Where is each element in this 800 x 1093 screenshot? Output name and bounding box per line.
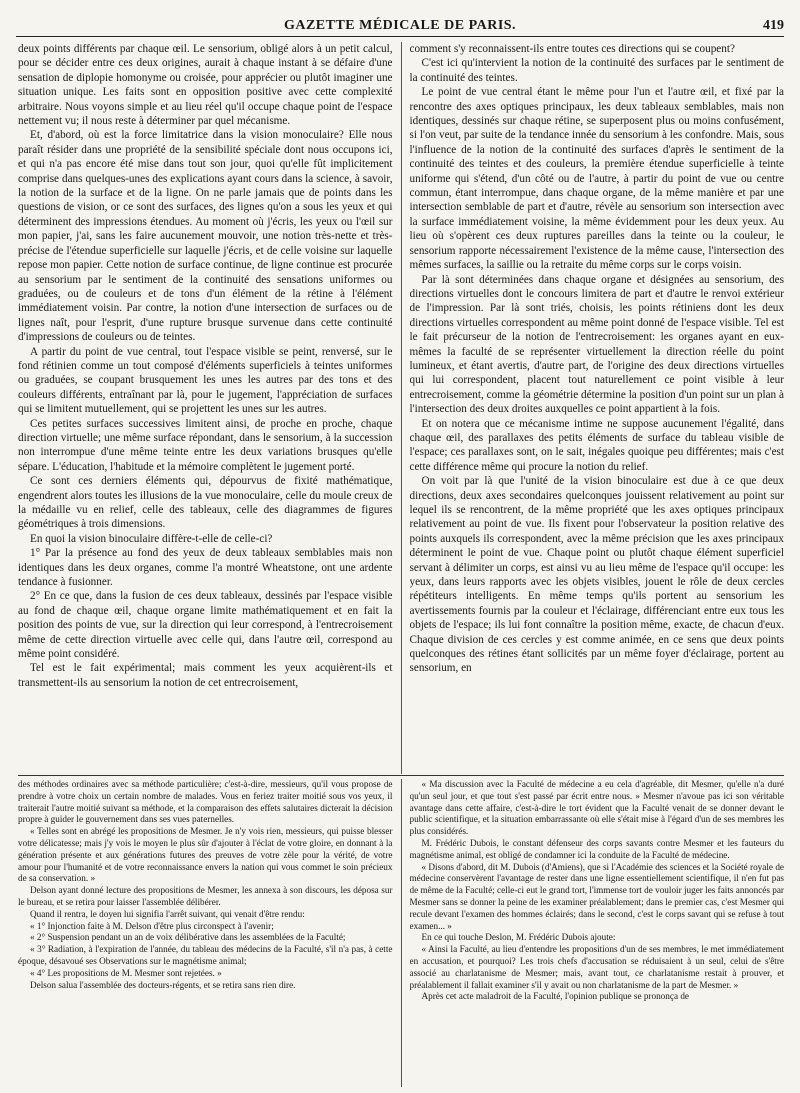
paragraph: « 2° Suspension pendant un an de voix délibérative dans les assemblées de la Faculté; <box>30 932 346 943</box>
feuilleton-rule <box>18 775 784 776</box>
paragraph: Le point de vue central étant le même pour l'un et l'autre œil, et fixé par la rencontre des axes optiques principaux, les deux tableaux semblables, mais non identiques, dessinés sur chaque rétine, se superposent plus ou moins confusément, si l'on veut, par suite de la tendance innée du sensorium à les confondre. Mais, sous l'influence de la notion de la continuité des surfaces d'après le sentiment de la continuité des teintes et des couleurs, la première étendue superficielle à teinte uniforme qui s'étend, d'un côté ou de l'autre, à partir du point de vue ou centre commun, étant interrompue, dans chaque organe, de la même manière et par une intersection semblable de part et d'autre, révèle au sensorium son intersection avec la surface immédiatement voisine, la même évidemment pour les deux yeux. Au lieu où s'opèrent ces deux ruptures pareilles dans la teinte ou la couleur, le sensorium rapporte nécessairement l'existence de la même cause, l'intersection des mêmes surfaces, la saillie ou la retraite du même corps sur le corps voisin. <box>409 86 784 272</box>
paragraph: En quoi la vision binoculaire diffère-t-elle de celle-ci? <box>30 532 273 545</box>
page-header <box>16 10 784 38</box>
paragraph: Par là sont déterminées dans chaque organe et désignées au sensorium, des directions virtuelles dont le concours limitera de part et d'autre le renvoi extérieur de l'impression. Par là sont triés, choisis, les points rétiniens dont les deux directions virtuelles correspondent au même point donné de l'espace visible. Tel est le fait précurseur de la notion de l'entrecroisement: les organes ayant en eux-mêmes la faculté de se représenter virtuellement la direction réelle du point lumineux, et étant avertis, d'autre part, de l'origine des deux directions virtuelles qui lui correspondent, placent tout naturellement ce point visible à leur entrecroisement, comme la géométrie détermine la position d'un point sur un plan à l'intersection des deux droites auxquelles ce point appartient à la fois. <box>409 273 784 416</box>
main-article-right-column <box>410 42 785 774</box>
feuilleton <box>18 779 784 1087</box>
paragraph: deux points différents par chaque œil. Le sensorium, obligé alors à un petit calcul, pour se décider entre ces deux origines, aurait à chaque instant à se défaire d'une sensation de diplopie homonyme ou croisée, pour apprécier ou plutôt imaginer une situation unique. Les faits sont en opposition positive avec cette complexité arbitraire. Nous voyons simple et au lieu réel qu'il occupe chaque point de l'espace nettement vu; il nous reste à déterminer par quel mécanisme. <box>18 43 393 128</box>
paragraph: Delson ayant donné lecture des propositions de Mesmer, les annexa à son discours, les déposa sur le bureau, et se retira pour laisser l'assemblée délibérer. <box>18 885 393 907</box>
paragraph: « 3° Radiation, à l'expiration de l'année, du tableau des médecins de la Faculté, s'il n'a pas, à cette époque, désavoué ses Observations sur le magnétisme animal; <box>18 944 393 966</box>
column-divider <box>401 42 402 774</box>
paragraph: des méthodes ordinaires avec sa méthode particulière; c'est-à-dire, messieurs, qu'il vous propose de prendre à votre choix un certain nombre de malades. Vous en feriez traiter moitié sous vos yeux, il traiterait l'autre moitié suivant sa méthode, et la comparaison des effets salutaires dicterait la décision propre à guider le gouvernement dans ses vues paternelles. <box>18 779 393 825</box>
paragraph: C'est ici qu'intervient la notion de la continuité des surfaces par le sentiment de la continuité des teintes. <box>409 57 784 84</box>
journal-title: GAZETTE MÉDICALE DE PARIS. <box>283 18 517 33</box>
paragraph: On voit par là que l'unité de la vision binoculaire est due à ce que deux directions, deux axes secondaires quelconques jouissent relativement au point sur lequel ils se rencontrent, de la même propriété que les axes optiques principaux relativement au point de vue. Ils fixent pour l'observateur la position relative des points auxquels ils correspondent, avec la même précision que les axes principaux déterminent le point de vue. Chaque point ou plutôt chaque élément superficiel servant à délimiter un corps, est ainsi vu au lieu même de l'espace qu'il occupe: les yeux, dans leurs rapports avec les objets visibles, jouent le rôle de deux cercles répétiteurs intelligents. En même temps qu'ils portent au sensorium les avertissements fournis par la couleur et l'éclairage, différenciant entre eux tous les objets de l'espace; ils lui font connaître la position même, exacte, de chacun d'eux. Chaque division de ces cercles y est comme animée, en ce sens que deux points quelconques des rétines étant sollicités par un même foyer d'éclairage, portent au sensorium, en <box>409 475 784 675</box>
paragraph: 1° Par la présence au fond des yeux de deux tableaux semblables mais non identiques dans les deux organes, comme l'a montré Wheatstone, ont une ardente tendance à fusionner. <box>18 547 393 589</box>
paragraph: comment s'y reconnaissent-ils entre toutes ces directions qui se coupent? <box>409 43 735 55</box>
feuilleton-right-column <box>410 779 785 1087</box>
paragraph: « Ma discussion avec la Faculté de médecine a eu cela d'agréable, dit Mesmer, qu'elle n'a duré qu'un seul jour, et que tout s'est passé par écrit entre nous. » Mesmer n'avoue pas ici son véritable avantage dans cette affaire, c'est-à-dire le tort évident que la Faculté venait de se donner devant le public scientifique, et la situation embarrassante où elle s'était mise à l'égard d'un de ses membres les plus considérés. <box>409 779 784 837</box>
paragraph: A partir du point de vue central, tout l'espace visible se peint, renversé, sur le fond rétinien comme un tout composé d'éléments superficiels à teintes uniformes ou graduées, se coupant brusquement les unes les autres par des tons et des couleurs différents, entraînant par là, pour le jugement, l'appréciation de surfaces qui se limitent mutuellement, qui se projettent les unes sur les autres. <box>18 345 393 416</box>
paragraph: Ces petites surfaces successives limitent ainsi, de proche en proche, chaque direction virtuelle; une même surface répondant, dans le sensorium, à la succession non interrompue d'une même teinte entre les deux variations brusques qu'elle sépare. L'éducation, l'habitude et la mémoire complètent le jugement porté. <box>18 417 393 473</box>
paragraph: « 4° Les propositions de M. Mesmer sont rejetées. » <box>30 967 222 978</box>
column-divider <box>401 779 402 1087</box>
paragraph: Et, d'abord, où est la force limitatrice dans la vision monoculaire? Elle nous paraît résider dans une propriété de la sensibilité spéciale dont nous occupons ici, et qui n'a pas encore été mise dans tout son jour, quoi qu'elle fût implicitement comprise dans quelques-unes des explications ayant cours dans la science, à savoir, la notion de la surface et de la ligne. On ne parle jamais que de points dans les questions de vision, or ce sont des surfaces, des lignes qu'on a sous les yeux et qui déterminent des impressions étendues. Au moment où j'écris, les yeux ou l'œil sur mon papier, j'ai, sans les faire aucunement mouvoir, une notion très-nette et très-précise de l'étendue superficielle sur laquelle j'écris, et de celle voisine sur laquelle repose mon papier. Cette notion de surface continue, de ligne continue est procurée au sensorium par le sentiment de la continuité des sensations uniformes ou graduées, ou de couleurs et de tons d'un élément de la rétine à l'élément immédiatement voisin. Par contre, la notion d'une intersection de surfaces ou de lignes naît, pour l'esprit, d'une rupture brusque survenue dans cette continuité d'impressions de couleurs ou de teintes. <box>18 129 393 344</box>
paragraph: « Ainsi la Faculté, au lieu d'entendre les propositions d'un de ses membres, le met immédiatement en accusation, et pourquoi? Les trois chefs d'accusation se réduisaient à un seul, celui de s'être associé au charlatanisme de Mesmer; mais, avant tout, ce charlatanisme restait à prouver, et préalablement il fallait examiner s'il y avait ou non charlatanisme de la part de Mesmer. » <box>409 944 784 990</box>
feuilleton-left-column <box>18 779 393 1087</box>
paragraph: Et on notera que ce mécanisme intime ne suppose aucunement l'égalité, dans chaque œil, des parallaxes des petits éléments de surface du tableau visible de l'espace; ces parallaxes sont, on le sait, inégales quoique peu différentes; mais c'est cette différence même qui procure la notion du relief. <box>409 417 784 473</box>
page-number: 419 <box>763 18 784 33</box>
paragraph: Quand il rentra, le doyen lui signifia l'arrêt suivant, qui venait d'être rendu: <box>30 908 305 919</box>
paragraph: « Telles sont en abrégé les propositions de Mesmer. Je n'y vois rien, messieurs, qui puisse blesser votre délicatesse; mais j'y vois le moyen le plus sûr d'ajouter à l'éclat de votre gloire, en donnant à la génération présente et aux générations futures des preuves de votre zèle pour la vérité, de votre amour pour l'humanité et de votre reconnaissance envers la nation qui vous commet le soin précieux de sa conservation. » <box>18 826 393 884</box>
paragraph: Delson salua l'assemblée des docteurs-régents, et se retira sans rien dire. <box>30 979 296 990</box>
paragraph: Après cet acte maladroit de la Faculté, l'opinion publique se prononça de <box>421 991 689 1002</box>
paragraph: « 1° Injonction faite à M. Delson d'être plus circonspect à l'avenir; <box>30 920 274 931</box>
paragraph: Tel est le fait expérimental; mais comment les yeux acquièrent-ils et transmettent-ils au sensorium la notion de cet entrecroisement, <box>18 662 393 689</box>
paragraph: En ce qui touche Deslon, M. Frédéric Dubois ajoute: <box>421 932 616 943</box>
paragraph: Ce sont ces derniers éléments qui, dépourvus de fixité mathématique, engendrent alors toutes les illusions de la vue monoculaire, celle du moule creux de la médaille vu en relief, celle des tableaux, celle des diagrammes de figures géométriques à trois dimensions. <box>18 475 393 531</box>
paragraph: 2° En ce que, dans la fusion de ces deux tableaux, dessinés par l'espace visible au fond de chaque œil, chaque organe limite mathématiquement et en fait la position des points de vue, sur la direction qui leur correspond, à l'entrecroisement même de cette direction virtuelle avec celle qui, dans l'autre œil, correspond au même point considéré. <box>18 590 393 661</box>
main-article <box>18 42 784 774</box>
paragraph: M. Frédéric Dubois, le constant défenseur des corps savants contre Mesmer et les fauteurs du magnétisme animal, est obligé de condamner ici la conduite de la Faculté de médecine. <box>409 837 784 860</box>
paragraph: « Disons d'abord, dit M. Dubois (d'Amiens), que si l'Académie des sciences et la Société royale de médecine conservèrent l'avantage de rester dans une ligne essentiellement scientifique, il n'en fut pas de même de la Faculté; celle-ci eut le grand tort, l'immense tort de vouloir juger les faits annoncés par Mesmer sans se donner la peine de les examiner préalablement; dans le premier cas, c'est Mesmer qui recule devant l'examen des hommes éclairés; dans le second, c'est le corps savant qui se refuse à tout examen... » <box>409 861 784 931</box>
main-article-left-column <box>18 42 393 774</box>
header-rule <box>16 36 784 37</box>
